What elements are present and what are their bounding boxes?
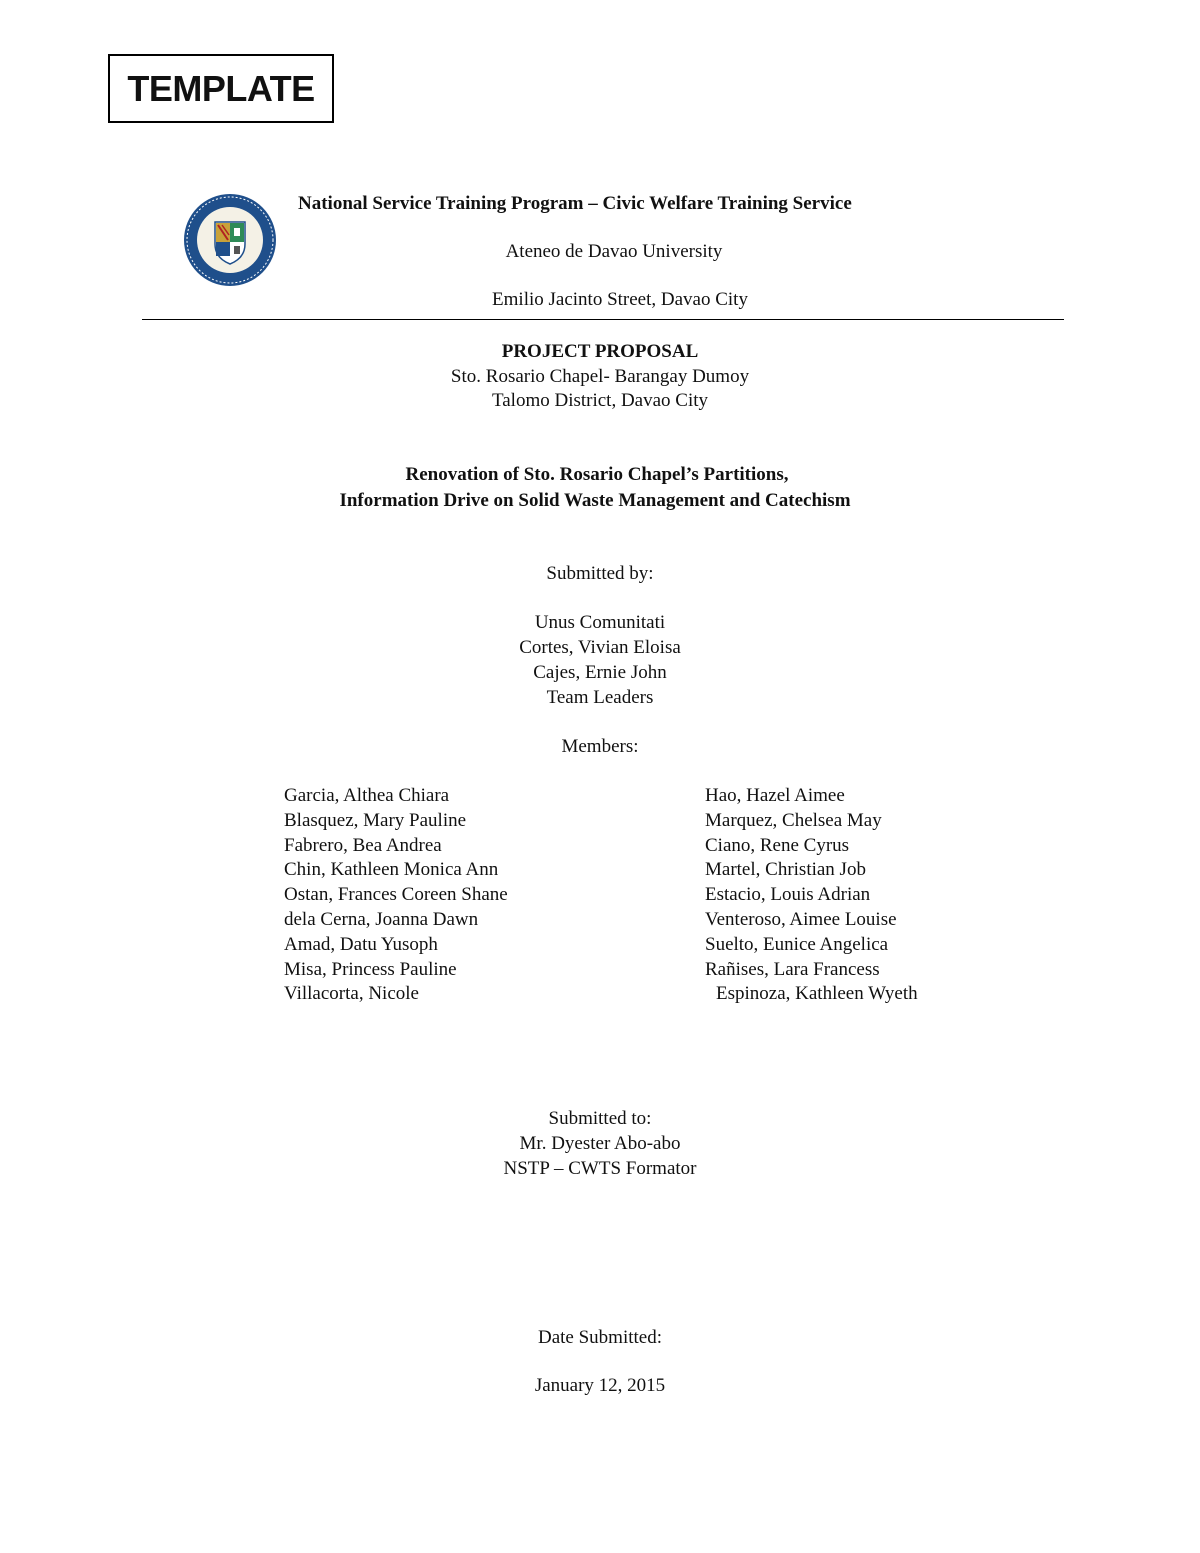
member-name: Rañises, Lara Francess: [705, 958, 880, 980]
member-name: Martel, Christian Job: [705, 859, 866, 881]
member-name: Ostan, Frances Coreen Shane: [284, 884, 508, 906]
member-name: Amad, Datu Yusoph: [284, 933, 438, 955]
member-name: Blasquez, Mary Pauline: [284, 809, 467, 831]
member-name: Venteroso, Aimee Louise: [705, 908, 897, 930]
member-name: Espinoza, Kathleen Wyeth: [716, 983, 918, 1005]
members-label: Members:: [561, 736, 639, 757]
proposal-location-line1: Sto. Rosario Chapel- Barangay Dumoy: [450, 366, 750, 387]
proposal-location-line2: Talomo District, Davao City: [491, 390, 709, 411]
submitted-to-label: Submitted to:: [548, 1108, 652, 1129]
project-title-line1: Renovation of Sto. Rosario Chapel’s Partitions,: [405, 464, 789, 485]
member-name: Estacio, Louis Adrian: [705, 884, 871, 906]
submitted-by-label: Submitted by:: [546, 563, 654, 584]
member-name: Fabrero, Bea Andrea: [284, 834, 442, 856]
date-submitted-label: Date Submitted:: [537, 1327, 662, 1348]
member-name: Misa, Princess Pauline: [284, 958, 457, 980]
member-name: Garcia, Althea Chiara: [284, 785, 450, 806]
member-name: Ciano, Rene Cyrus: [705, 834, 850, 856]
team-leader: Cortes, Vivian Eloisa: [519, 637, 681, 658]
template-stamp: TEMPLATE: [108, 54, 334, 123]
formator-role: NSTP – CWTS Formator: [503, 1158, 697, 1179]
member-name: Suelto, Eunice Angelica: [705, 933, 889, 955]
member-name: Villacorta, Nicole: [284, 983, 419, 1005]
members-right-column: [705, 784, 918, 1007]
member-name: dela Cerna, Joanna Dawn: [284, 908, 479, 930]
university-address: Emilio Jacinto Street, Davao City: [492, 289, 748, 310]
program-name: National Service Training Program – Civic Welfare Training Service: [298, 193, 852, 214]
members-left-column: [284, 784, 508, 1007]
member-name: Hao, Hazel Aimee: [705, 785, 845, 806]
group-name: Unus Comunitati: [534, 612, 666, 633]
member-name: Marquez, Chelsea May: [705, 809, 882, 831]
formator-name: Mr. Dyester Abo-abo: [519, 1133, 681, 1154]
team-leaders-role: Team Leaders: [546, 687, 654, 708]
date-submitted-value: January 12, 2015: [534, 1375, 666, 1396]
team-leader: Cajes, Ernie John: [533, 662, 667, 683]
header-divider: [142, 319, 1064, 320]
member-name: Chin, Kathleen Monica Ann: [284, 859, 499, 881]
university-name: Ateneo de Davao University: [505, 241, 723, 262]
proposal-heading: PROJECT PROPOSAL: [501, 341, 699, 362]
project-title-line2: Information Drive on Solid Waste Management and Catechism: [339, 490, 851, 511]
